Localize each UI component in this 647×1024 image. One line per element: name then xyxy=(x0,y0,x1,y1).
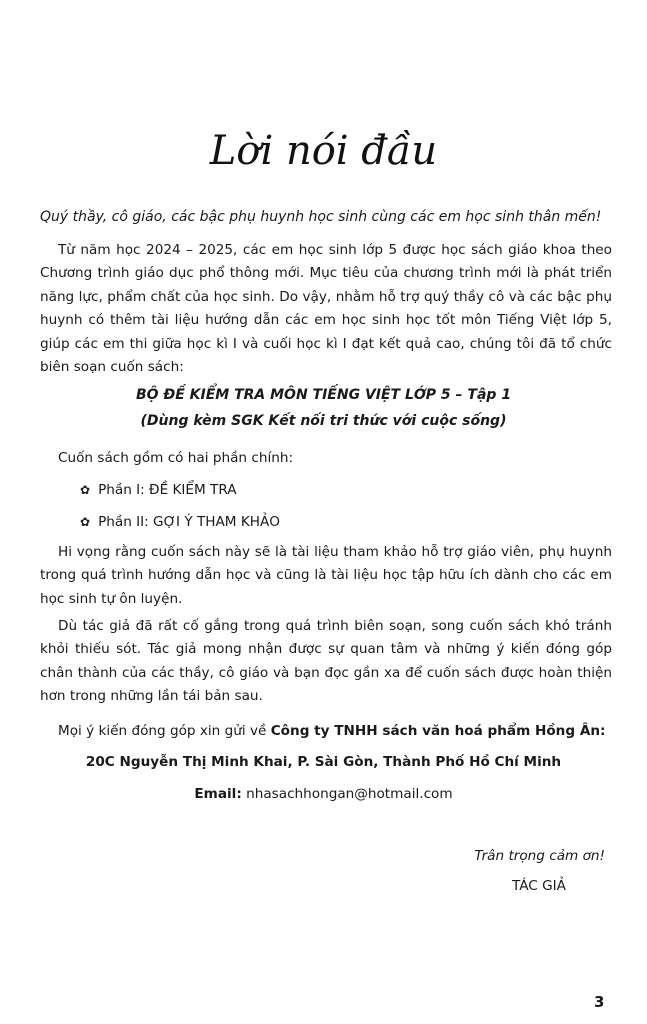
intro-paragraph: Từ năm học 2024 – 2025, các em học sinh lớp 5 được học sách giáo khoa theo Chương trình giáo dục phổ thông mới. Mục tiêu của chương trình mới là phát triển năng lực, phẩm chất của học sinh. Do vậy, nhằm hỗ trợ quý thầy cô và các bậc phụ huynh có thêm tài liệu hướng dẫn các em học sinh học tốt môn Tiếng Việt lớp 5, giúp các em thi giữa học kì I và cuối học kì I đạt kết quả cao, chúng tôi đã tổ chức biên soạn cuốn sách: xyxy=(40,242,612,376)
part-label: Phần II: GỢI Ý THAM KHẢO xyxy=(98,514,280,530)
email-address: nhasachhongan@hotmail.com xyxy=(246,786,453,802)
flower-bullet-icon: ✿ xyxy=(80,483,91,497)
contact-prefix: Mọi ý kiến đóng góp xin gửi về xyxy=(58,723,271,739)
contact-line xyxy=(58,721,618,741)
list-item xyxy=(80,480,237,500)
feedback-paragraph: Dù tác giả đã rất cố gắng trong quá trình biên soạn, song cuốn sách khó tránh khỏi thiếu sót. Tác giả mong nhận được sự quan tâm và những ý kiến đóng góp chân thành của các thầy, cô giáo và bạn đọc gần xa để cuốn sách được hoàn thiện hơn trong những lần tái bản sau. xyxy=(40,618,612,705)
page-title: Lời nói đầu xyxy=(209,128,438,174)
book-title-line2: (Dùng kèm SGK Kết nối tri thức với cuộc sống) xyxy=(140,413,507,429)
part-label: Phần I: ĐỀ KIỂM TRA xyxy=(98,482,237,498)
page-number: 3 xyxy=(594,993,605,1011)
closing-thanks: Trân trọng cảm ơn! xyxy=(474,848,605,864)
company-name: Công ty TNHH sách văn hoá phẩm Hồng Ân: xyxy=(270,723,606,739)
salutation: Quý thầy, cô giáo, các bậc phụ huynh học sinh cùng các em học sinh thân mến! xyxy=(40,209,602,225)
flower-bullet-icon: ✿ xyxy=(80,515,91,529)
book-title-line1: BỘ ĐỀ KIỂM TRA MÔN TIẾNG VIỆT LỚP 5 – Tập 1 xyxy=(135,387,512,403)
company-address: 20C Nguyễn Thị Minh Khai, P. Sài Gòn, Thành Phố Hồ Chí Minh xyxy=(85,754,562,770)
email-label: Email: xyxy=(194,786,242,802)
parts-intro: Cuốn sách gồm có hai phần chính: xyxy=(58,450,294,466)
hope-paragraph: Hi vọng rằng cuốn sách này sẽ là tài liệu tham khảo hỗ trợ giáo viên, phụ huynh trong quá trình hướng dẫn học và cũng là tài liệu học tập hữu ích dành cho các em học sinh tự ôn luyện. xyxy=(40,544,612,607)
email-line xyxy=(0,784,647,804)
list-item xyxy=(80,512,280,532)
author-signature: TÁC GIẢ xyxy=(512,878,566,894)
